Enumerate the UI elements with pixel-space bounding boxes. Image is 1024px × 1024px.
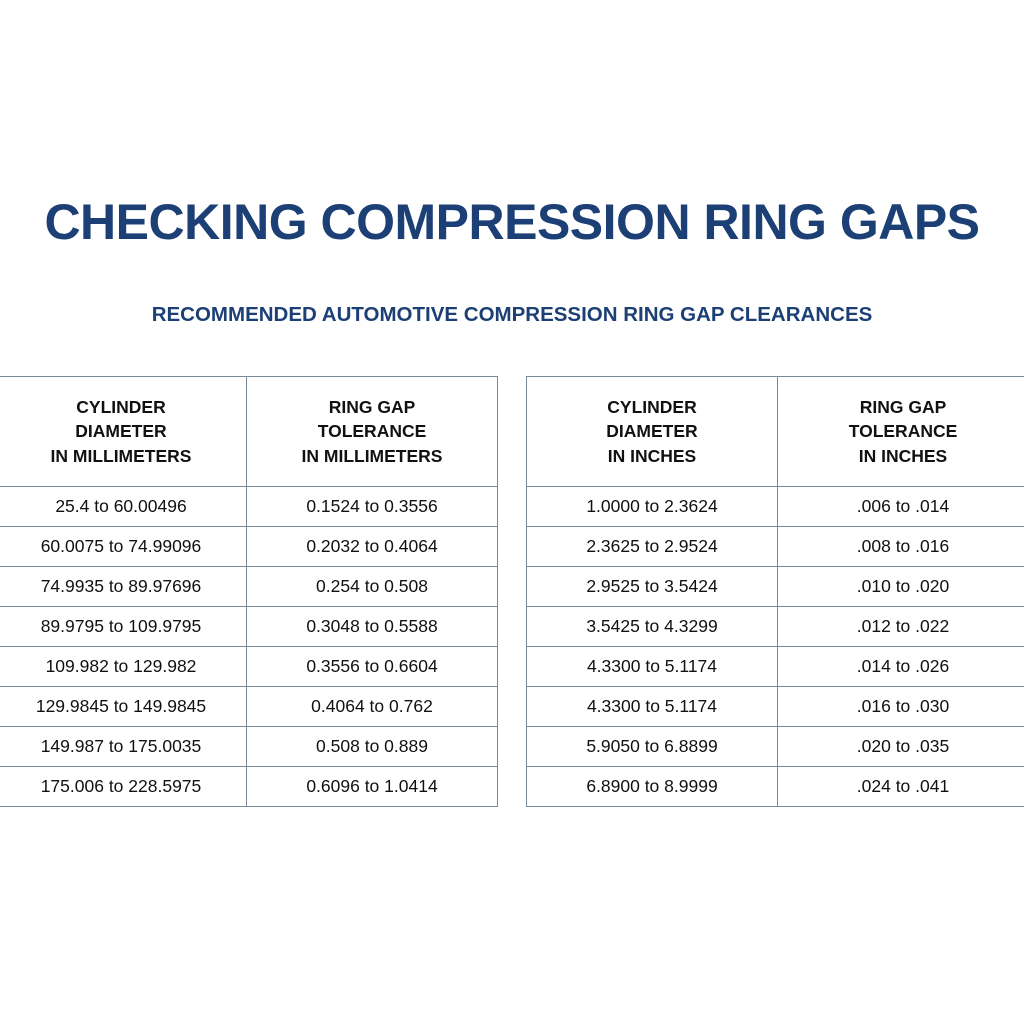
cell-tolerance: .012 to .022 [778,607,1024,647]
table-header-row [527,377,1024,487]
metric-table-body [0,487,498,807]
table-row [0,567,498,607]
cell-tolerance: .008 to .016 [778,527,1024,567]
cell-tolerance: 0.2032 to 0.4064 [247,527,498,567]
header-line-2: TOLERANCE [317,421,427,442]
imperial-diameter-header [527,377,778,487]
table-row [527,607,1024,647]
cell-diameter: 2.9525 to 3.5424 [527,567,778,607]
cell-diameter: 3.5425 to 4.3299 [527,607,778,647]
cell-tolerance: .010 to .020 [778,567,1024,607]
metric-tolerance-header [247,377,498,487]
cell-diameter: 149.987 to 175.0035 [0,727,247,767]
table-row [0,687,498,727]
table-row [0,727,498,767]
cell-diameter: 175.006 to 228.5975 [0,767,247,807]
header-line-3: IN INCHES [858,445,948,466]
cell-tolerance: 0.254 to 0.508 [247,567,498,607]
cell-diameter: 129.9845 to 149.9845 [0,687,247,727]
imperial-table-head [527,377,1024,487]
table-row [527,527,1024,567]
table-row [527,727,1024,767]
header-line-1: CYLINDER [607,397,697,418]
header-line-2: TOLERANCE [848,421,958,442]
imperial-table [526,376,1024,807]
header-line-1: RING GAP [328,397,416,418]
header-line-1: RING GAP [859,397,947,418]
table-row [0,607,498,647]
cell-tolerance: 0.1524 to 0.3556 [247,487,498,527]
cell-diameter: 25.4 to 60.00496 [0,487,247,527]
cell-diameter: 6.8900 to 8.9999 [527,767,778,807]
cell-diameter: 60.0075 to 74.99096 [0,527,247,567]
cell-tolerance: .020 to .035 [778,727,1024,767]
cell-diameter: 109.982 to 129.982 [0,647,247,687]
cell-diameter: 74.9935 to 89.97696 [0,567,247,607]
cell-tolerance: 0.3556 to 0.6604 [247,647,498,687]
header-line-1: CYLINDER [76,397,166,418]
table-row [0,647,498,687]
header-line-3: IN MILLIMETERS [301,445,443,466]
metric-table [0,376,498,807]
tables-container [0,376,1024,807]
cell-diameter: 5.9050 to 6.8899 [527,727,778,767]
cell-tolerance: .016 to .030 [778,687,1024,727]
table-row [0,767,498,807]
cell-diameter: 1.0000 to 2.3624 [527,487,778,527]
table-header-row [0,377,498,487]
table-row [527,767,1024,807]
cell-tolerance: .006 to .014 [778,487,1024,527]
metric-diameter-header [0,377,247,487]
cell-diameter: 4.3300 to 5.1174 [527,647,778,687]
cell-diameter: 89.9795 to 109.9795 [0,607,247,647]
table-row [527,487,1024,527]
table-row [0,527,498,567]
cell-tolerance: 0.4064 to 0.762 [247,687,498,727]
cell-tolerance: .014 to .026 [778,647,1024,687]
cell-diameter: 2.3625 to 2.9524 [527,527,778,567]
header-line-3: IN INCHES [607,445,697,466]
cell-tolerance: 0.3048 to 0.5588 [247,607,498,647]
page-title: CHECKING COMPRESSION RING GAPS [44,194,980,250]
imperial-table-body [527,487,1024,807]
cell-diameter: 4.3300 to 5.1174 [527,687,778,727]
table-row [527,567,1024,607]
cell-tolerance: .024 to .041 [778,767,1024,807]
table-row [527,687,1024,727]
header-line-2: DIAMETER [75,421,167,442]
page-subtitle: RECOMMENDED AUTOMOTIVE COMPRESSION RING GAP CLEARANCES [151,303,873,326]
table-row [0,487,498,527]
header-line-3: IN MILLIMETERS [50,445,192,466]
table-row [527,647,1024,687]
cell-tolerance: 0.508 to 0.889 [247,727,498,767]
header-line-2: DIAMETER [606,421,698,442]
metric-table-head [0,377,498,487]
imperial-tolerance-header [778,377,1024,487]
cell-tolerance: 0.6096 to 1.0414 [247,767,498,807]
